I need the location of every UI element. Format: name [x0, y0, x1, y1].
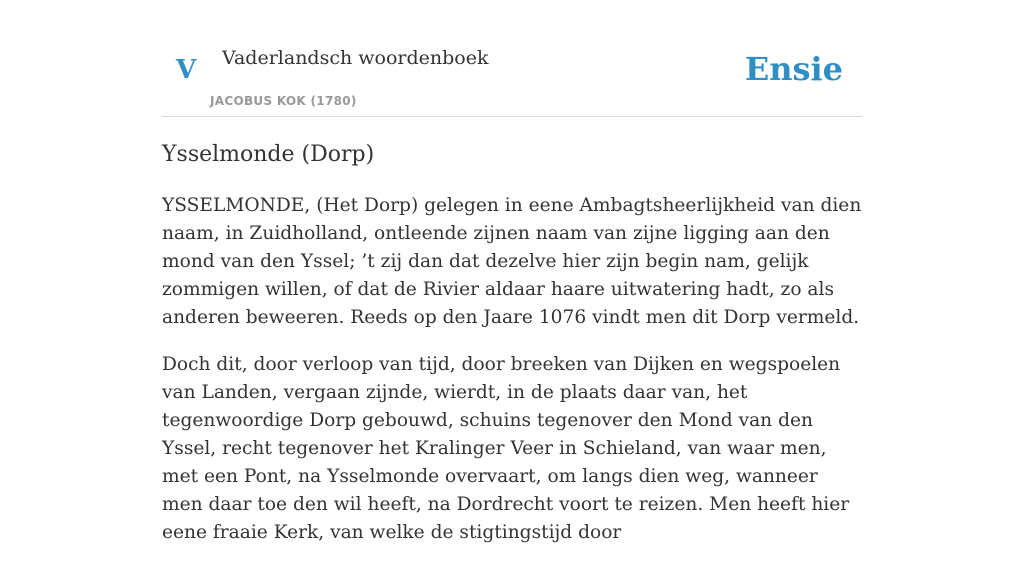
page-header	[162, 0, 862, 117]
letter-index-link[interactable]: V	[176, 55, 197, 85]
book-author: JACOBUS KOK (1780)	[210, 94, 357, 108]
entry-body	[162, 192, 864, 566]
entry-paragraph: YSSELMONDE, (Het Dorp) gelegen in eene Ambagtsheerlijkheid van dien naam, in Zuidholland, ontleende zijnen naam van zijne ligging aan den mond van den Yssel; ’t zij dan dat dezelve hier zijn begin nam, gelijk zommigen willen, of dat de Rivier aldaar haare uitwatering hadt, zo als anderen beweeren. Reeds op den Jaare 1076 vindt men dit Dorp vermeld.	[162, 195, 862, 328]
ensie-logo[interactable]: Ensie	[744, 50, 843, 88]
entry-paragraph: Doch dit, door verloop van tijd, door breeken van Dijken en wegspoelen van Landen, vergaan zijnde, wierdt, in de plaats daar van, het tegenwoordige Dorp gebouwd, schuins tegenover den Mond van den Yssel, recht tegenover het Kralinger Veer in Schieland, van waar men, met een Pont, na Ysselmonde overvaart, om langs dien weg, wanneer men daar toe den wil heeft, na Dordrecht voort te reizen. Men heeft hier eene fraaie Kerk, van welke de stigtingstijd door	[162, 354, 850, 543]
book-title-link[interactable]: Vaderlandsch woordenboek	[222, 47, 489, 69]
entry-title: Ysselmonde (Dorp)	[162, 142, 375, 167]
